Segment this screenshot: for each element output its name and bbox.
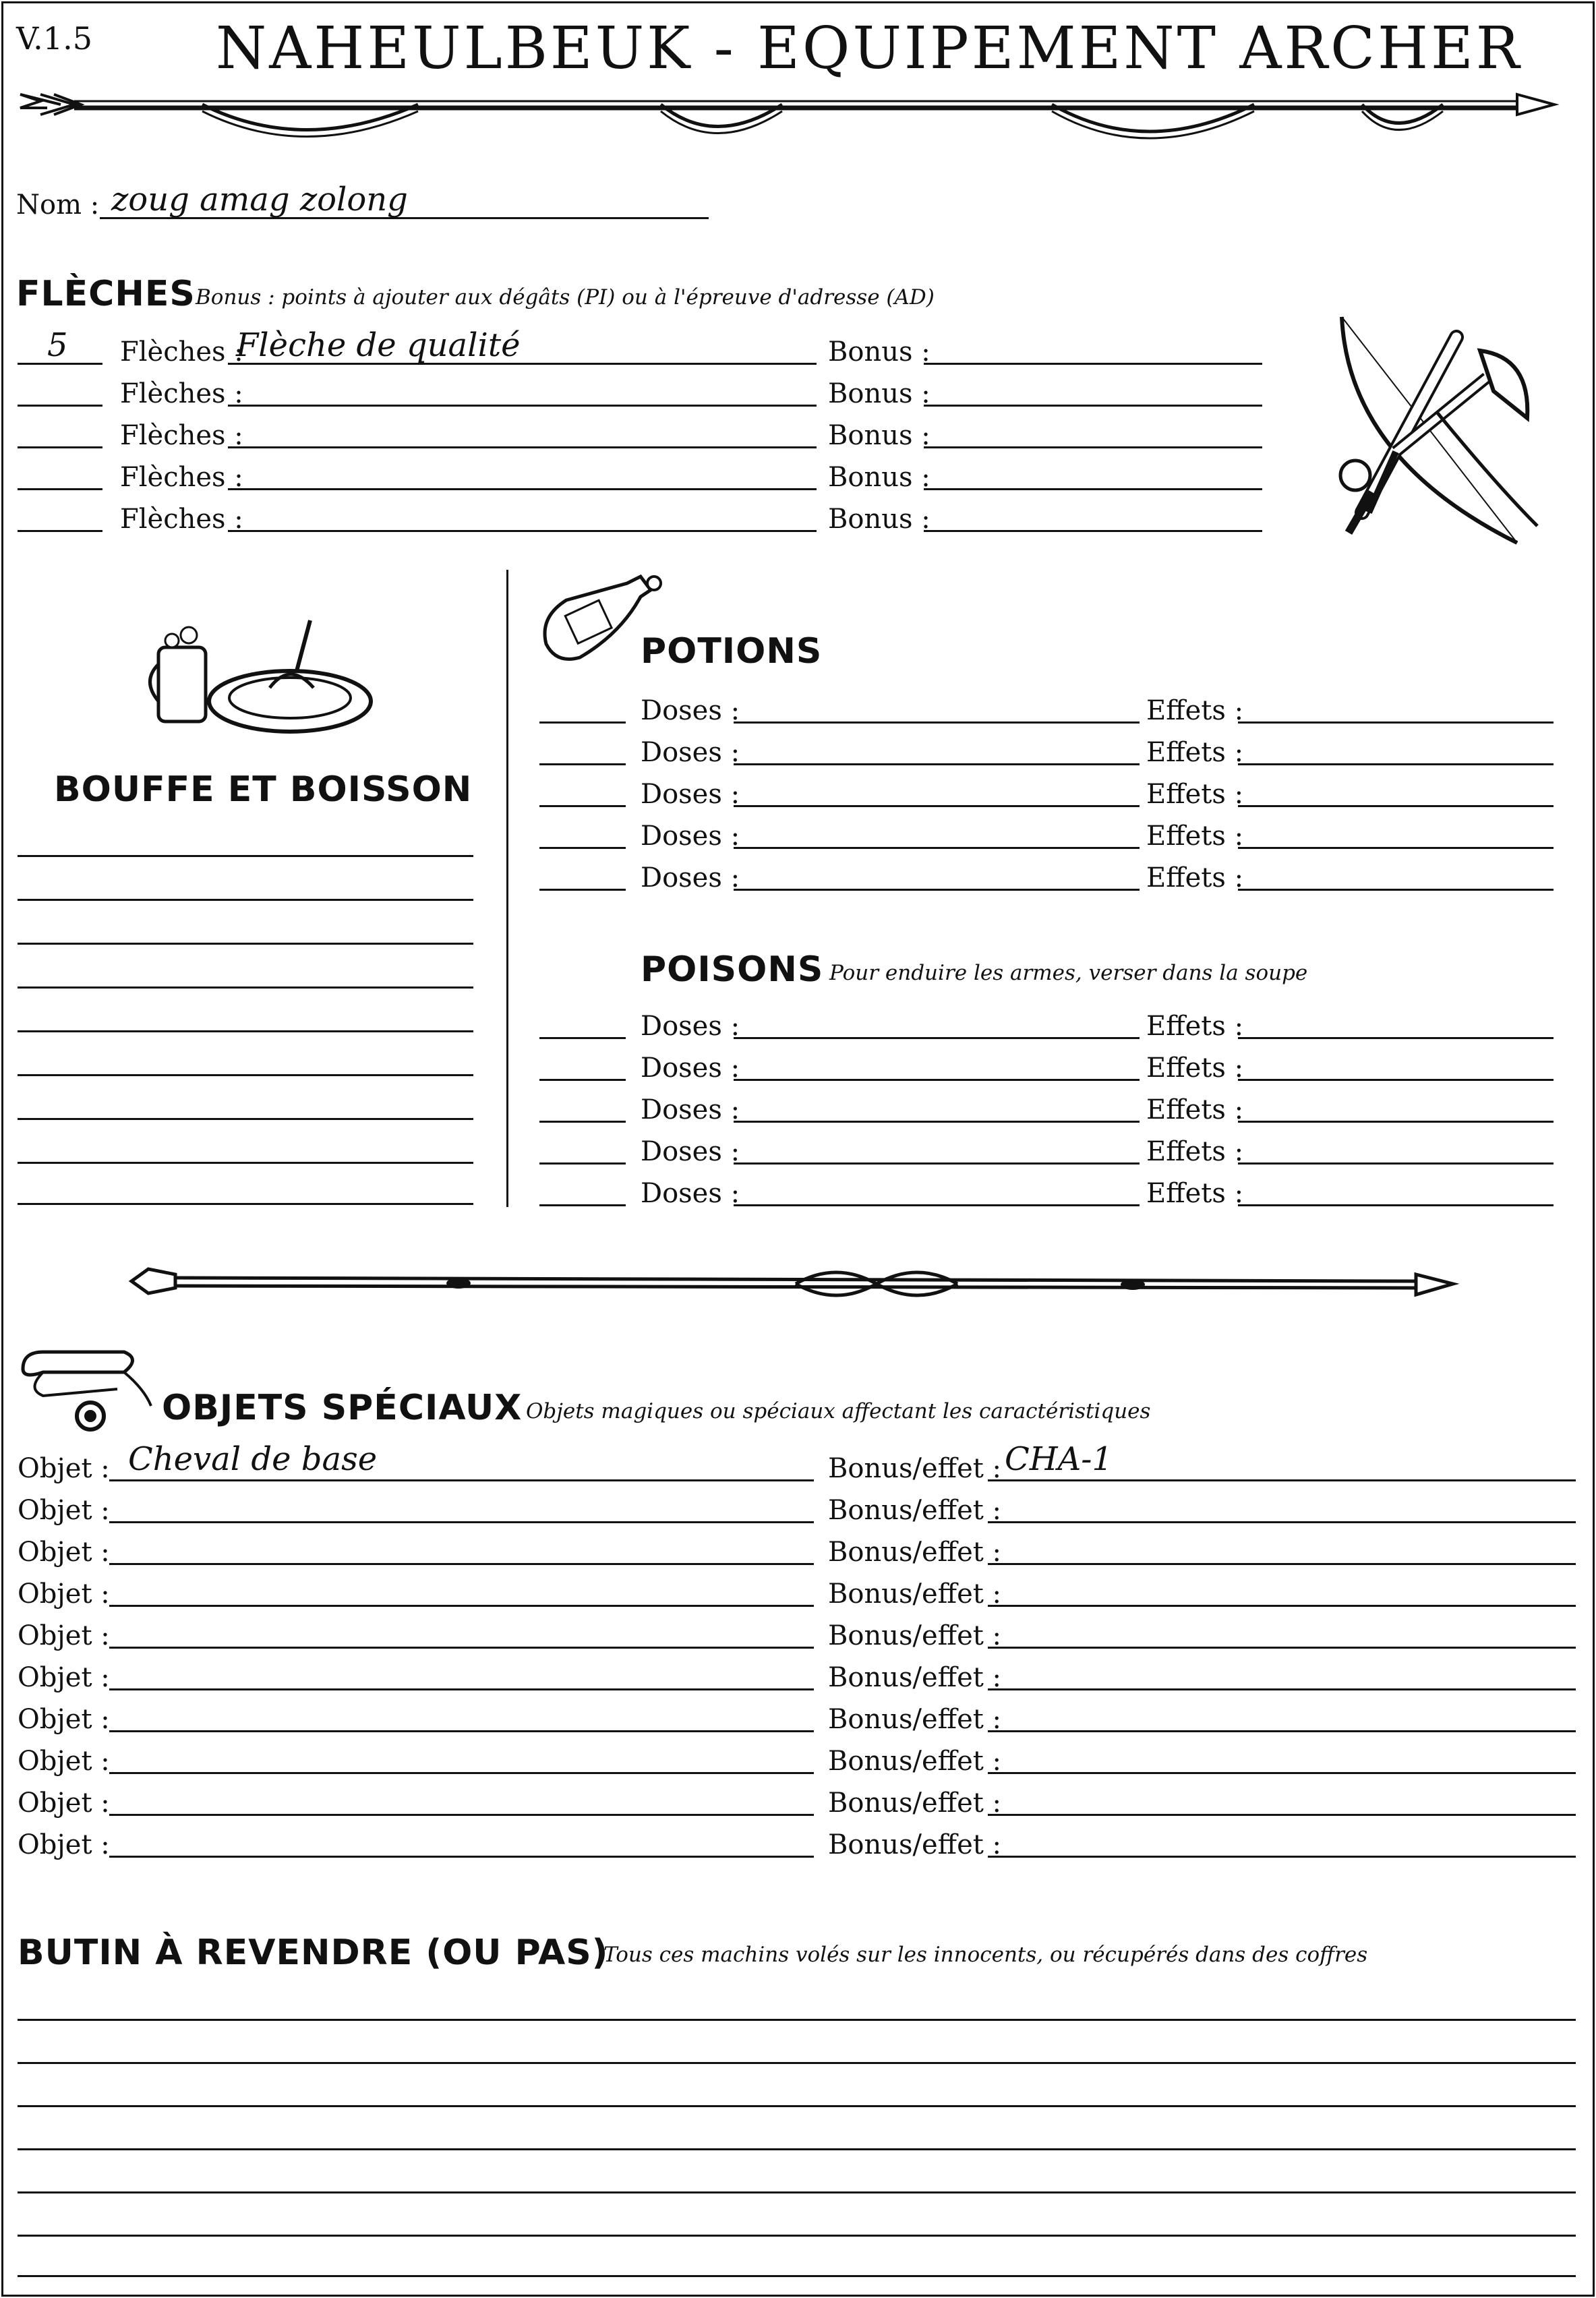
- arrow-name-line: [228, 530, 817, 532]
- poison-effects-label: Effets :: [1146, 1011, 1244, 1042]
- special-items-section-subtitle: Objets magiques ou spéciaux affectant les caractéristiques: [526, 1399, 1151, 1423]
- loot-line[interactable]: [18, 2148, 1576, 2150]
- effect-label: Bonus/effet :: [828, 1453, 1002, 1484]
- item-line: [109, 1521, 814, 1523]
- poison-doses-label: Doses :: [641, 1011, 740, 1042]
- loot-line[interactable]: [18, 2275, 1576, 2277]
- item-line: [109, 1814, 814, 1816]
- item-label: Objet :: [18, 1620, 110, 1651]
- effect-line: [988, 1647, 1576, 1649]
- loot-line[interactable]: [18, 2105, 1576, 2107]
- potion-qty-line[interactable]: [539, 763, 626, 765]
- arrow-qty-line: [18, 405, 102, 407]
- arrow-qty-line: [18, 446, 102, 448]
- poison-doses-label: Doses :: [641, 1094, 740, 1125]
- poison-effects-line[interactable]: [1238, 1079, 1554, 1081]
- effect-label: Bonus/effet :: [828, 1662, 1002, 1693]
- arrows-section-subtitle: Bonus : points à ajouter aux dégâts (PI) ou à l'épreuve d'adresse (AD): [196, 285, 935, 310]
- poison-effects-line[interactable]: [1238, 1204, 1554, 1206]
- potion-doses-label: Doses :: [641, 737, 740, 768]
- special-items-section-title: OBJETS SPÉCIAUX: [162, 1388, 523, 1428]
- effect-label: Bonus/effet :: [828, 1704, 1002, 1735]
- effect-line: [988, 1563, 1576, 1565]
- potion-effects-line[interactable]: [1238, 847, 1554, 849]
- potion-doses-line[interactable]: [734, 721, 1140, 724]
- effect-line: [988, 1479, 1576, 1481]
- potion-doses-label: Doses :: [641, 779, 740, 810]
- arrow-bonus-line: [924, 363, 1262, 365]
- poison-doses-line[interactable]: [734, 1162, 1140, 1165]
- potion-effects-label: Effets :: [1146, 695, 1244, 726]
- poisons-section-title: POISONS: [641, 949, 824, 990]
- potion-effects-line[interactable]: [1238, 889, 1554, 891]
- arrow-qty-line: [18, 530, 102, 532]
- potion-doses-line[interactable]: [734, 805, 1140, 807]
- arrow-qty-field[interactable]: 5: [47, 326, 68, 364]
- effect-line: [988, 1605, 1576, 1607]
- food-line[interactable]: [18, 986, 473, 989]
- poison-doses-line[interactable]: [734, 1121, 1140, 1123]
- loot-section-title: BUTIN À REVENDRE (OU PAS): [18, 1933, 609, 1973]
- potion-effects-line[interactable]: [1238, 721, 1554, 724]
- potion-doses-label: Doses :: [641, 862, 740, 893]
- item-line: [109, 1856, 814, 1858]
- poisons-section-subtitle: Pour enduire les armes, verser dans la soupe: [829, 961, 1308, 985]
- item-line: [109, 1730, 814, 1732]
- effect-label: Bonus/effet :: [828, 1495, 1002, 1526]
- poison-qty-line[interactable]: [539, 1121, 626, 1123]
- poison-qty-line[interactable]: [539, 1162, 626, 1165]
- arrow-name-label: Flèches :: [120, 378, 243, 409]
- item-label: Objet :: [18, 1537, 110, 1568]
- name-field[interactable]: zoug amag zolong: [111, 181, 408, 218]
- effect-line: [988, 1521, 1576, 1523]
- item-label: Objet :: [18, 1453, 110, 1484]
- food-line[interactable]: [18, 1074, 473, 1076]
- arrows-section-title: FLÈCHES: [16, 274, 196, 314]
- food-line[interactable]: [18, 1162, 473, 1164]
- scroll-ring-icon: [16, 1342, 165, 1436]
- item-label: Objet :: [18, 1704, 110, 1735]
- food-line[interactable]: [18, 855, 473, 857]
- potion-effects-line[interactable]: [1238, 763, 1554, 765]
- poison-qty-line[interactable]: [539, 1037, 626, 1039]
- potions-section-title: POTIONS: [641, 631, 823, 672]
- arrow-name-field[interactable]: Flèche de qualité: [236, 326, 521, 364]
- effect-line: [988, 1856, 1576, 1858]
- arrow-qty-line: [18, 488, 102, 490]
- effect-field[interactable]: CHA-1: [1005, 1440, 1113, 1478]
- arrow-bonus-line: [924, 446, 1262, 448]
- effect-label: Bonus/effet :: [828, 1788, 1002, 1819]
- potion-effects-label: Effets :: [1146, 737, 1244, 768]
- arrow-name-line: [228, 405, 817, 407]
- effect-line: [988, 1814, 1576, 1816]
- loot-line[interactable]: [18, 2062, 1576, 2064]
- poison-effects-label: Effets :: [1146, 1053, 1244, 1084]
- poison-qty-line[interactable]: [539, 1204, 626, 1206]
- item-line: [109, 1479, 814, 1481]
- effect-line: [988, 1688, 1576, 1690]
- effect-label: Bonus/effet :: [828, 1746, 1002, 1777]
- arrow-name-line: [228, 488, 817, 490]
- item-field[interactable]: Cheval de base: [128, 1440, 378, 1478]
- name-label: Nom :: [16, 189, 100, 220]
- food-line[interactable]: [18, 899, 473, 901]
- potion-qty-line[interactable]: [539, 847, 626, 849]
- column-divider: [506, 570, 508, 1207]
- potion-qty-line[interactable]: [539, 805, 626, 807]
- item-label: Objet :: [18, 1579, 110, 1610]
- item-line: [109, 1688, 814, 1690]
- item-label: Objet :: [18, 1788, 110, 1819]
- potion-effects-line[interactable]: [1238, 805, 1554, 807]
- poison-effects-label: Effets :: [1146, 1178, 1244, 1209]
- poison-doses-label: Doses :: [641, 1053, 740, 1084]
- poison-effects-label: Effets :: [1146, 1136, 1244, 1167]
- potion-effects-label: Effets :: [1146, 821, 1244, 852]
- poison-qty-line[interactable]: [539, 1079, 626, 1081]
- arrow-bonus-label: Bonus :: [828, 420, 930, 451]
- poison-doses-label: Doses :: [641, 1178, 740, 1209]
- version-label: V.1.5: [16, 20, 92, 57]
- arrow-name-label: Flèches :: [120, 462, 243, 493]
- item-line: [109, 1772, 814, 1774]
- arrow-bonus-line: [924, 488, 1262, 490]
- arrow-bonus-label: Bonus :: [828, 504, 930, 535]
- loot-line[interactable]: [18, 2191, 1576, 2193]
- food-line[interactable]: [18, 1203, 473, 1205]
- loot-line[interactable]: [18, 2235, 1576, 2237]
- effect-line: [988, 1730, 1576, 1732]
- arrow-bonus-line: [924, 530, 1262, 532]
- item-label: Objet :: [18, 1746, 110, 1777]
- poison-doses-label: Doses :: [641, 1136, 740, 1167]
- food-line[interactable]: [18, 1030, 473, 1032]
- potion-doses-line[interactable]: [734, 763, 1140, 765]
- arrow-name-label: Flèches :: [120, 420, 243, 451]
- potion-effects-label: Effets :: [1146, 779, 1244, 810]
- poison-effects-line[interactable]: [1238, 1121, 1554, 1123]
- potion-doses-label: Doses :: [641, 821, 740, 852]
- poison-doses-line[interactable]: [734, 1079, 1140, 1081]
- arrow-name-label: Flèches :: [120, 336, 243, 367]
- food-section-title: BOUFFE ET BOISSON: [54, 769, 473, 810]
- effect-label: Bonus/effet :: [828, 1579, 1002, 1610]
- food-mug-icon: [138, 607, 374, 742]
- arrow-bonus-label: Bonus :: [828, 336, 930, 367]
- potion-qty-line[interactable]: [539, 721, 626, 724]
- arrow-bonus-label: Bonus :: [828, 462, 930, 493]
- page-title: NAHEULBEUK - EQUIPEMENT ARCHER: [216, 15, 1523, 82]
- loot-section-subtitle: Tous ces machins volés sur les innocents, ou récupérés dans des coffres: [603, 1943, 1368, 1967]
- item-line: [109, 1605, 814, 1607]
- potion-doses-label: Doses :: [641, 695, 740, 726]
- potion-qty-line[interactable]: [539, 889, 626, 891]
- item-label: Objet :: [18, 1662, 110, 1693]
- arrow-bonus-line: [924, 405, 1262, 407]
- arrow-banner-icon: [0, 81, 1596, 155]
- item-label: Objet :: [18, 1829, 110, 1860]
- effect-line: [988, 1772, 1576, 1774]
- effect-label: Bonus/effet :: [828, 1620, 1002, 1651]
- effect-label: Bonus/effet :: [828, 1829, 1002, 1860]
- crossed-weapons-icon: [1322, 310, 1571, 553]
- poison-effects-line[interactable]: [1238, 1037, 1554, 1039]
- potion-doses-line[interactable]: [734, 889, 1140, 891]
- poison-effects-label: Effets :: [1146, 1094, 1244, 1125]
- item-line: [109, 1647, 814, 1649]
- item-line: [109, 1563, 814, 1565]
- arrow-name-label: Flèches :: [120, 504, 243, 535]
- staff-divider-icon: [121, 1254, 1470, 1308]
- loot-line[interactable]: [18, 2019, 1576, 2021]
- arrow-bonus-label: Bonus :: [828, 378, 930, 409]
- food-line[interactable]: [18, 1118, 473, 1120]
- poison-doses-line[interactable]: [734, 1037, 1140, 1039]
- potion-effects-label: Effets :: [1146, 862, 1244, 893]
- poison-doses-line[interactable]: [734, 1204, 1140, 1206]
- effect-label: Bonus/effet :: [828, 1537, 1002, 1568]
- item-label: Objet :: [18, 1495, 110, 1526]
- arrow-name-line: [228, 446, 817, 448]
- poison-effects-line[interactable]: [1238, 1162, 1554, 1165]
- potion-doses-line[interactable]: [734, 847, 1140, 849]
- food-line[interactable]: [18, 943, 473, 945]
